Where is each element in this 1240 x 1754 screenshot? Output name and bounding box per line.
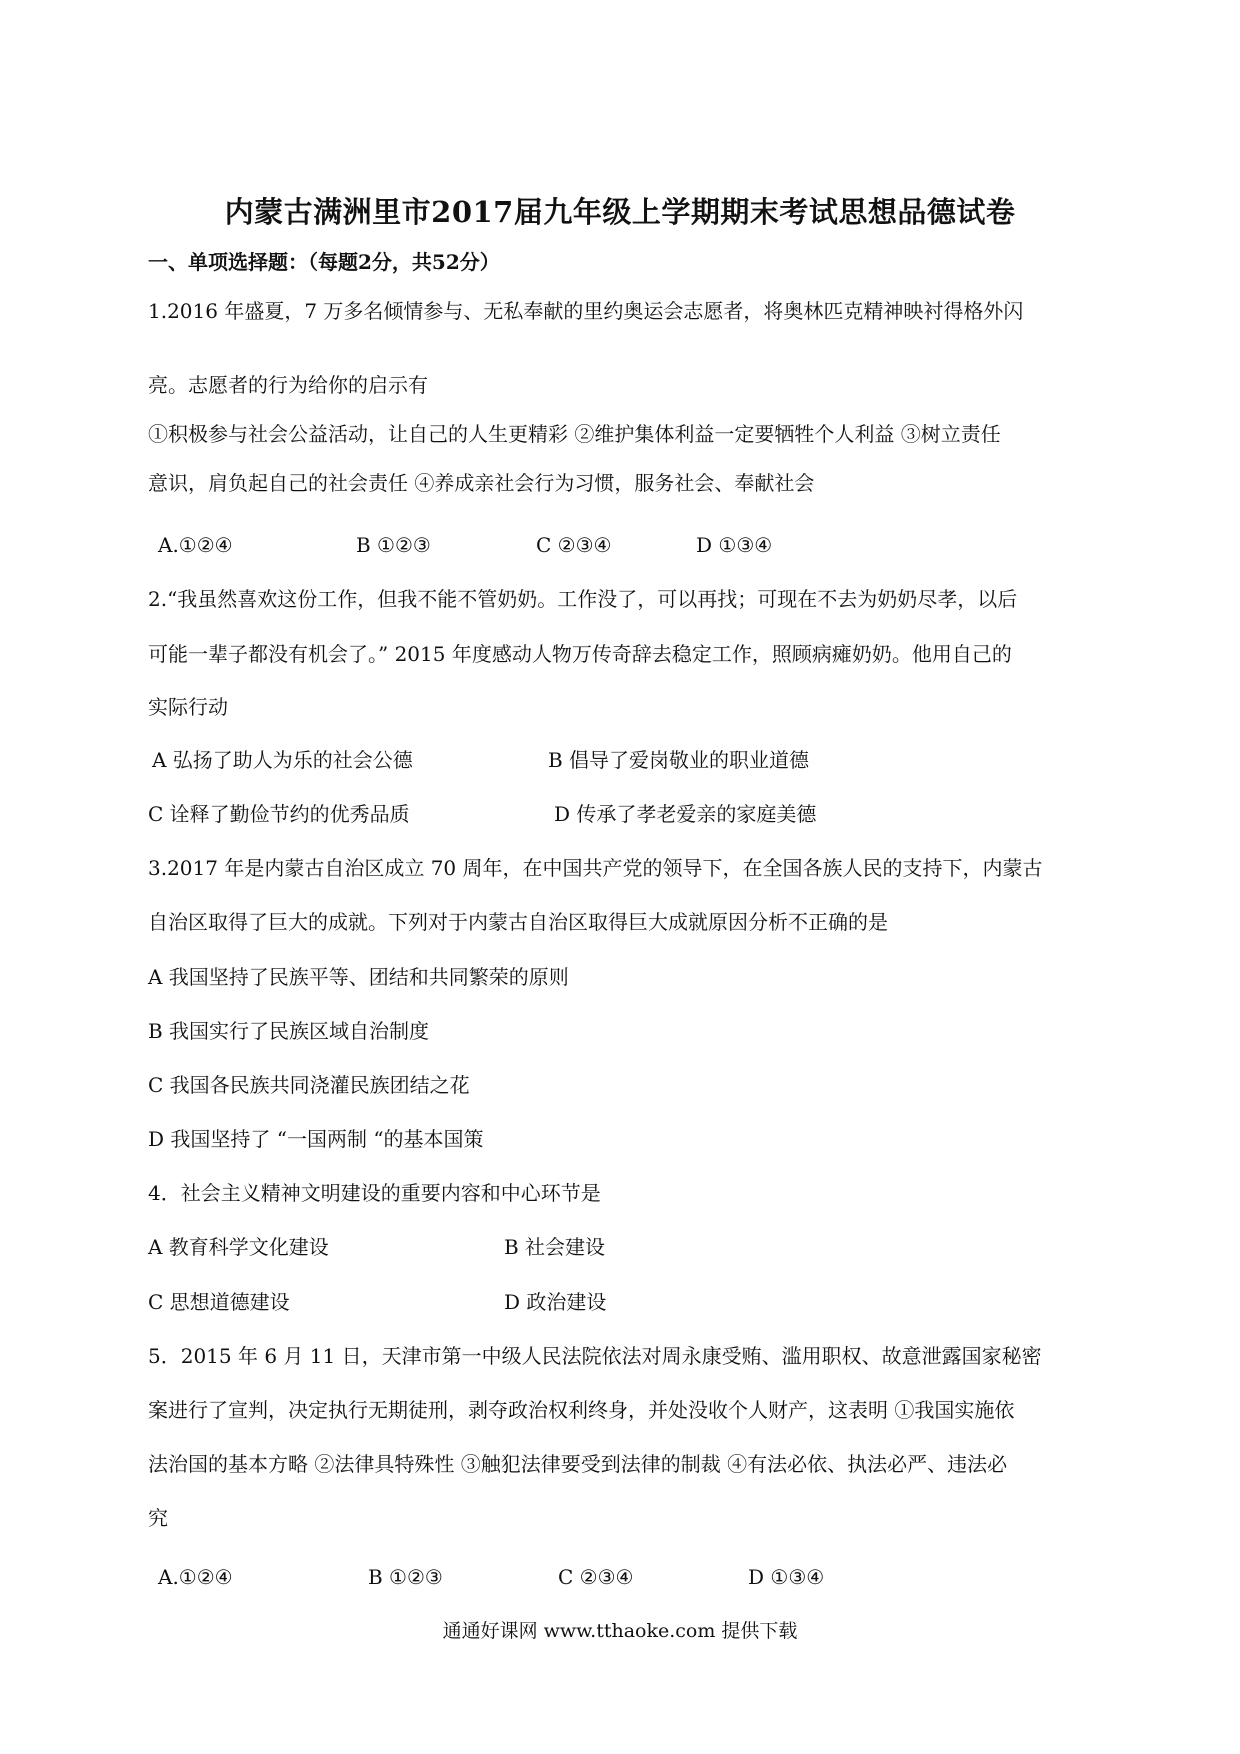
- page-footer: 通通好课网 www.tthaoke.com 提供下载: [442, 1620, 798, 1642]
- q2-line: 可能一辈子都没有机会了。” 2015 年度感动人物万传奇辞去稳定工作，照顾病瘫奶奶。他用自己的: [148, 642, 1012, 666]
- q1-line: 亮。志愿者的行为给你的启示有: [148, 373, 428, 397]
- q5-line: 究: [148, 1506, 168, 1530]
- q3-option-a: A 我国坚持了民族平等、团结和共同繁荣的原则: [148, 965, 569, 989]
- q5-option-c: C ②③④: [558, 1565, 634, 1589]
- q1-option-c: C ②③④: [536, 533, 612, 557]
- q1-line: ①积极参与社会公益活动，让自己的人生更精彩 ②维护集体利益一定要牺牲个人利益 ③树立责任: [148, 422, 1001, 446]
- q3-line: 自治区取得了巨大的成就。下列对于内蒙古自治区取得巨大成就原因分析不正确的是: [148, 910, 888, 934]
- q5-line: 法治国的基本方略 ②法律具特殊性 ③触犯法律要受到法律的制裁 ④有法必依、执法必严、违法必: [148, 1452, 1008, 1476]
- q5-option-b: B ①②③: [368, 1565, 443, 1589]
- q3-option-b: B 我国实行了民族区域自治制度: [148, 1019, 430, 1043]
- q5-line: 案进行了宣判，决定执行无期徒刑，剥夺政治权利终身，并处没收个人财产，这表明 ①我国实施依: [148, 1398, 1015, 1422]
- q5-option-d: D ①③④: [748, 1565, 825, 1589]
- page-title: 内蒙古满洲里市2017届九年级上学期期末考试思想品德试卷: [224, 195, 1016, 229]
- q4-option-a: A 教育科学文化建设: [148, 1235, 329, 1259]
- q2-line: 2.“我虽然喜欢这份工作，但我不能不管奶奶。工作没了，可以再找；可现在不去为奶奶尽孝，以后: [148, 587, 1018, 611]
- q1-line: 意识，肩负起自己的社会责任 ④养成亲社会行为习惯，服务社会、奉献社会: [148, 471, 815, 495]
- q4-line: 4．社会主义精神文明建设的重要内容和中心环节是: [148, 1181, 601, 1205]
- q3-option-d: D 我国坚持了 “一国两制 “的基本国策: [148, 1127, 484, 1151]
- q2-option-b: B 倡导了爱岗敬业的职业道德: [548, 748, 810, 772]
- q2-line: 实际行动: [148, 695, 228, 719]
- q4-option-c: C 思想道德建设: [148, 1290, 290, 1314]
- q3-line: 3.2017 年是内蒙古自治区成立 70 周年，在中国共产党的领导下，在全国各族人民的支持下，内蒙古: [148, 856, 1043, 880]
- q1-line: 1.2016 年盛夏，7 万多名倾情参与、无私奉献的里约奥运会志愿者，将奥林匹克精神映衬得格外闪: [148, 299, 1024, 323]
- q1-option-a: A.①②④: [158, 533, 233, 557]
- q2-option-d: D 传承了孝老爱亲的家庭美德: [554, 802, 817, 826]
- q3-option-c: C 我国各民族共同浇灌民族团结之花: [148, 1073, 470, 1097]
- q1-option-d: D ①③④: [696, 533, 773, 557]
- q4-option-d: D 政治建设: [504, 1290, 607, 1314]
- q5-option-a: A.①②④: [158, 1565, 233, 1589]
- q5-line: 5．2015 年 6 月 11 日，天津市第一中级人民法院依法对周永康受贿、滥用职权、故意泄露国家秘密: [148, 1344, 1042, 1368]
- q1-option-b: B ①②③: [356, 533, 431, 557]
- q4-option-b: B 社会建设: [504, 1235, 606, 1259]
- section-heading: 一、单项选择题：（每题2分，共52分）: [148, 250, 500, 274]
- q2-option-a: A 弘扬了助人为乐的社会公德: [152, 748, 413, 772]
- q2-option-c: C 诠释了勤俭节约的优秀品质: [148, 802, 410, 826]
